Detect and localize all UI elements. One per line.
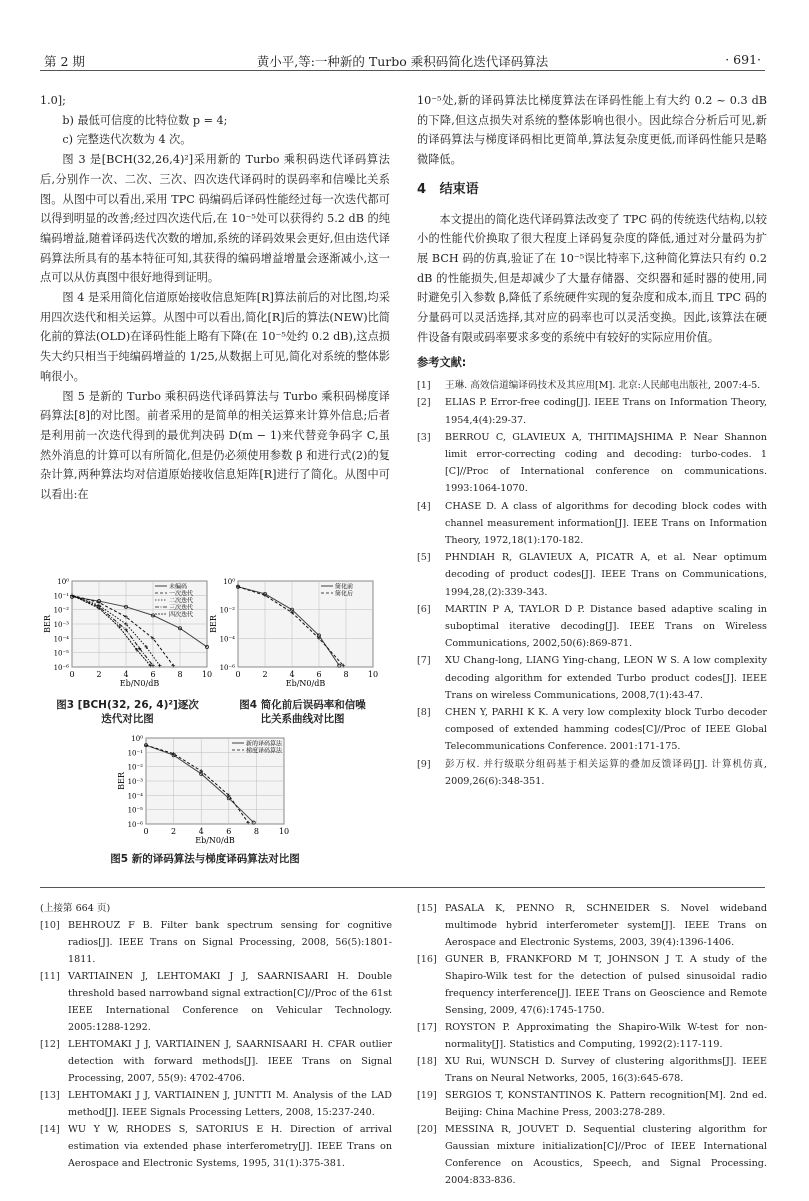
reference-text: CHASE D. A class of algorithms for decoding block codes with channel measurement information[J]. IEEE Trans on Information Theory, 1972,18(1):170-182. [445,500,767,546]
left-column [40,91,390,505]
y-tick-label: 10⁻⁴ [53,635,69,644]
reference-number: [11] [40,971,60,982]
reference-number: [7] [417,655,431,667]
y-tick-label: 10⁻⁶ [127,821,143,829]
reference-item [417,1087,767,1121]
reference-text: CHEN Y, PARHI K K. A very low complexity block Turbo decoder composed of extended hamming codes[C]//Proc of IEEE Global Telecommunications Conference. 2001:171-175. [445,707,767,753]
reference-number: [3] [417,431,431,443]
reference-item [40,917,392,968]
reference-text: LEHTOMAKI J J, VARTIAINEN J, JUNTTI M. Analysis of the LAD method[J]. IEEE Signals Processing Letters, 2008, 15:237-240. [68,1090,392,1118]
section-number: 4 [417,181,427,197]
x-tick-label: 8 [343,670,349,679]
paragraph: b) 最低可信度的比特位数 p = 4; [62,113,228,127]
references-title: 参考文献: [417,356,467,370]
reference-number: [1] [417,380,431,392]
reference-item [417,429,767,498]
reference-item [417,951,767,1019]
reference-item [40,1121,392,1172]
caption-line: 图4 简化前后误码率和信噪 [239,699,366,711]
x-tick-label: 4 [289,670,295,679]
y-axis-label: BER [117,772,126,790]
caption-line: 比关系曲线对比图 [260,713,345,725]
reference-text: BERROU C, GLAVIEUX A, THITIMAJSHIMA P. Near Shannon limit error-correcting coding and decoding: turbo-codes. 1 [C]//Proc of International conference on communications. 1993:1064-1070. [445,431,767,495]
x-axis-label: Eb/N0/dB [119,679,160,688]
reference-item [40,968,392,1036]
reference-item [417,1121,767,1189]
x-tick-label: 8 [253,827,259,836]
reference-text: XU Rui, WUNSCH D. Survey of clustering algorithms[J]. IEEE Trans on Neural Networks, 2005, 16(3):645-678. [445,1056,767,1084]
reference-text: SERGIOS T, KONSTANTINOS K. Pattern recognition[M]. 2nd ed. Beijing: China Machine Press, 2003:278-289. [445,1090,767,1118]
legend-label: 二次迭代 [169,597,194,605]
paragraph: 1.0]; [40,94,66,107]
y-tick-label: 10⁰ [131,735,143,743]
y-tick-label: 10⁰ [223,578,235,586]
reference-item [417,756,767,790]
figure-3-caption [40,698,215,726]
reference-item [417,601,767,653]
reference-text: LEHTOMAKI J J, VARTIAINEN J, SAARNISAARI H. CFAR outlier detection with forward methods[J]. IEEE Trans on Signal Processing, 2007, 55(9): 4702-4706. [68,1039,392,1084]
x-tick-label: 10 [201,670,212,679]
reference-number: [14] [40,1124,60,1135]
reference-text: GUNER B, FRANKFORD M T, JOHNSON J T. A study of the Shapiro-Wilk test for the detection of pulsed sinusoidal radio frequency interference[J]. IEEE Trans on Geoscience and Remote Sensing, 2009, 47(6):1745-1750. [445,954,767,1016]
x-tick-label: 2 [171,827,177,836]
y-tick-label: 10⁻² [219,606,235,615]
x-tick-label: 0 [235,670,241,679]
legend-label: 四次迭代 [169,611,194,619]
legend-label: 一次迭代 [169,590,194,598]
figure-4-caption [215,698,390,726]
x-tick-label: 6 [226,827,232,836]
reference-item [417,377,767,394]
running-header [40,52,765,71]
section-title: 结束语 [439,181,479,197]
reference-text: 彭万权. 并行级联分组码基于相关运算的叠加反馈译码[J]. 计算机仿真, 2009,26(6):348-351. [445,758,767,787]
reference-text: XU Chang-long, LIANG Ying-chang, LEON W S. A low complexity decoding algorithm for extended Turbo product codes[J]. IEEE Trans on wireless Communications, 2008,7(1):43-47. [445,655,767,701]
reference-number: [4] [417,500,431,512]
legend-label: 新的译码算法 [246,740,283,748]
reference-number: [16] [417,954,437,965]
section-heading [417,180,767,200]
figure-4-chart [206,575,378,697]
y-tick-label: 10⁻⁴ [127,792,143,801]
figure-5-chart [110,732,290,852]
reference-number: [10] [40,920,60,931]
reference-number: [6] [417,603,431,615]
reference-number: [8] [417,707,431,718]
paragraph: 本文提出的简化迭代译码算法改变了 TPC 码的传统迭代结构,以较小的性能代价换取了很大程度上译码复杂度的降低,通过对分量码为扩展 BCH 码的仿真,验证了在 10⁻⁵误比特率下,这种简化算法只有约 0.2 dB 的性能损失,但是却减少了大量存储器、交织器和延时器的使用,同时避免引入参数 β,降低了系统硬件实现的复杂度和成本,而且 TPC 码的分量码可以灵活选择,其对应的码率也可以灵活变换。因此,该算法在硬件设备有限或码率要求多变的系统中有较好的实际应用价值。 [417,212,767,344]
reference-list [417,900,767,1189]
reference-item [417,498,767,550]
paragraph: 图 4 是采用简化信道原始接收信息矩阵[R]算法前后的对比图,均采用四次迭代和相关运算。从图中可以看出,简化[R]后的算法(NEW)比简化前的算法(OLD)在译码性能上略有下降(在 10⁻⁵处约 0.2 dB),这点损失大约只相当于纯编码增益的 1/25,从数据上可见,简化对系统的整体影响很小。 [40,291,390,383]
x-tick-label: 10 [367,670,378,679]
y-tick-label: 10⁻³ [127,778,143,786]
reference-number: [20] [417,1124,437,1135]
legend-label: 梯度译码算法 [246,747,283,755]
reference-list [417,377,767,790]
running-title: 黄小平,等:一种新的 Turbo 乘积码简化迭代译码算法 [256,54,549,69]
reference-text: VARTIAINEN J, LEHTOMAKI J J, SAARNISAARI H. Double threshold based narrowband signal extraction[C]//Proc of the 61st IEEE International Conference on Vehicular Technology. 2005:1288-1292. [68,971,392,1033]
x-tick-label: 6 [150,670,156,679]
x-tick-label: 2 [262,670,268,679]
y-tick-label: 10⁻⁵ [127,806,143,815]
x-tick-label: 0 [143,827,149,836]
x-tick-label: 6 [316,670,322,679]
reference-number: [5] [417,552,431,564]
bottom-left-references [40,900,392,1172]
reference-item [417,394,767,428]
x-tick-label: 8 [177,670,183,679]
paragraph: 10⁻⁵处,新的译码算法比梯度算法在译码性能上有大约 0.2 ~ 0.3 dB 的下降,但这点损失对系统的整体影响也很小。因此综合分析后可见,新的译码算法与梯度译码相比更简单,算法复杂度更低,而译码性能只是略微降低。 [417,94,767,167]
reference-text: PHNDIAH R, GLAVIEUX A, PICATR A, et al. Near optimum decoding of product codes[J]. IEEE Trans on Communications, 1994,28,(2):339-343. [445,552,767,598]
x-tick-label: 4 [198,827,204,836]
x-tick-label: 0 [69,670,75,679]
x-tick-label: 10 [278,827,290,836]
legend-label: 简化前 [335,583,354,591]
reference-item [40,1036,392,1087]
x-tick-label: 4 [123,670,129,679]
right-column [417,91,767,790]
reference-number: [18] [417,1056,437,1067]
legend-label: 三次迭代 [169,604,194,612]
reference-item [417,652,767,704]
legend-label: 未编码 [169,583,188,591]
x-tick-label: 2 [96,670,102,679]
y-tick-label: 10⁻¹ [53,592,69,601]
paragraph: 图 3 是[BCH(32,26,4)²]采用新的 Turbo 乘积码迭代译码算法后,分别作一次、二次、三次、四次迭代译码时的误码率和信噪比关系图。从图中可以看出,采用 TPC 码编码后译码性能经过每一次迭代都可以得到明显的改善;经过四次迭代后,在 10⁻⁵处可以获得约 5.2 dB 的纯编码增益,随着译码迭代次数的增加,系统的译码效果会更好,但由迭代译码算法所具有的基本特征可知,其获得的编码增益增量会逐渐减小,这一点可以从仿真图中很好地得到证明。 [40,153,390,285]
reference-text: ROYSTON P. Approximating the Shapiro-Wilk W-test for non-normality[J]. Statistics and Computing, 1992(2):117-119. [445,1022,767,1050]
reference-number: [15] [417,903,437,914]
figure-5-caption: 图5 新的译码算法与梯度译码算法对比图 [110,853,300,865]
y-tick-label: 10⁻⁶ [219,664,235,672]
y-tick-label: 10⁻⁴ [219,635,235,644]
reference-text: MARTIN P A, TAYLOR D P. Distance based adaptive scaling in suboptimal iterative decoding[J]. IEEE Trans on Wireless Communications, 2002,50(6):869-871. [445,603,767,650]
reference-number: [2] [417,397,431,409]
reference-text: MESSINA R, JOUVET D. Sequential clustering algorithm for Gaussian mixture initialization[C]//Proc of IEEE International Conference on Acoustics, Speech, and Signal Processing. 2004:833-836. [445,1124,767,1186]
y-tick-label: 10⁻⁶ [53,664,69,672]
continued-note: (上接第 664 页) [40,903,111,914]
y-axis-label: BER [209,615,218,633]
y-tick-label: 10⁻¹ [127,749,143,758]
reference-text: ELIAS P. Error-free coding[J]. IEEE Trans on Information Theory, 1954,4(4):29-37. [445,397,767,426]
y-tick-label: 10⁻² [53,606,69,615]
reference-number: [13] [40,1090,60,1101]
reference-number: [12] [40,1039,60,1050]
divider [40,887,765,888]
reference-text: PASALA K, PENNO R, SCHNEIDER S. Novel wideband multimode hybrid interferometer system[J]. IEEE Trans on Aerospace and Electronic Systems, 2003, 39(4):1396-1406. [445,903,767,948]
issue-number: 第 2 期 [44,54,85,69]
reference-text: WU Y W, RHODES S, SATORIUS E H. Direction of arrival estimation via extended phase interferometry[J]. IEEE Trans on Aerospace and Electronic Systems, 1995, 31(1):375-381. [68,1124,392,1169]
reference-list [40,917,392,1172]
reference-item [417,549,767,601]
caption-line: 迭代对比图 [101,713,154,725]
y-tick-label: 10⁻³ [53,621,69,629]
paragraph: c) 完整迭代次数为 4 次。 [62,133,192,147]
reference-item [417,1019,767,1053]
reference-number: [17] [417,1022,437,1033]
reference-number: [19] [417,1090,437,1101]
reference-item [417,900,767,951]
y-tick-label: 10⁻⁵ [53,649,69,658]
legend-label: 简化后 [335,590,354,598]
y-tick-label: 10⁻² [127,763,143,772]
x-axis-label: Eb/N0/dB [285,679,326,688]
x-axis-label: Eb/N0/dB [195,836,235,845]
y-axis-label: BER [43,615,52,633]
bottom-right-references [417,900,767,1189]
page-number: · 691· [725,52,761,67]
figure-3-chart [40,575,212,697]
reference-item [40,1087,392,1121]
y-tick-label: 10⁰ [57,578,69,586]
caption-line: 图3 [BCH(32, 26, 4)²]逐次 [56,699,199,711]
paragraph: 图 5 是新的 Turbo 乘积码迭代译码算法与 Turbo 乘积码梯度译码算法[8]的对比图。前者采用的是简单的相关运算来计算外信息;后者是利用前一次迭代得到的最优判决码 D(m − 1)来代替竞争码字 C,虽然外消息的计算可以有所简化,但是仍必须使用参数 β 和进行式(2)的复杂计算,两种算法均对信道原始接收信息矩阵[R]进行了简化。从图中可以看出:在 [40,389,390,502]
reference-text: BEHROUZ F B. Filter bank spectrum sensing for cognitive radios[J]. IEEE Trans on Signal Processing, 2008, 56(5):1801-1811. [68,920,392,965]
reference-item [417,1053,767,1087]
reference-item [417,704,767,756]
reference-number: [9] [417,758,431,770]
reference-text: 王琳. 高效信道编译码技术及其应用[M]. 北京:人民邮电出版社, 2007:4-5. [445,380,761,392]
